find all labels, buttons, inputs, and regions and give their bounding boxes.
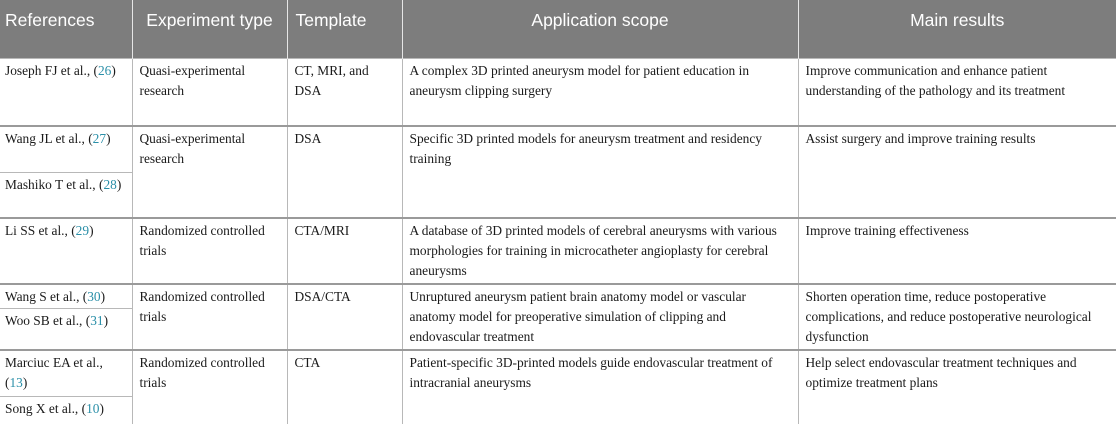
experiment-type-cell: Randomized controlled trials	[132, 350, 287, 424]
table-row	[0, 126, 1116, 172]
table-row	[0, 218, 1116, 284]
header-references: References	[0, 0, 132, 58]
citation-link[interactable]: 27	[92, 131, 107, 146]
reference-cell: Mashiko T et al., (28)	[0, 172, 132, 218]
main-results-cell: Assist surgery and improve training results	[798, 126, 1116, 218]
table-header	[0, 0, 1116, 58]
reference-cell: Wang JL et al., (27)	[0, 126, 132, 172]
application-scope-cell: A database of 3D printed models of cerebral aneurysms with various morphologies for training in microcatheter angioplasty for cerebral aneurysms	[402, 218, 798, 284]
main-results-cell: Improve communication and enhance patient understanding of the pathology and its treatment	[798, 58, 1116, 126]
citation-link[interactable]: 31	[90, 312, 104, 328]
citation-link[interactable]: 13	[9, 375, 23, 390]
experiment-type-cell: Quasi-experimental research	[132, 126, 287, 218]
main-results-cell: Shorten operation time, reduce postoperative complications, and reduce postoperative neurological dysfunction	[798, 284, 1116, 350]
header-experiment-type: Experiment type	[132, 0, 287, 58]
experiment-type-cell: Quasi-experimental research	[132, 58, 287, 126]
experiment-type-cell: Randomized controlled trials	[132, 218, 287, 284]
citation-link[interactable]: 30	[87, 289, 101, 304]
application-scope-cell: Specific 3D printed models for aneurysm treatment and residency training	[402, 126, 798, 218]
application-scope-cell: A complex 3D printed aneurysm model for patient education in aneurysm clipping surgery	[402, 58, 798, 126]
template-cell: DSA/CTA	[287, 284, 402, 350]
table-row	[0, 350, 1116, 396]
table-row	[0, 58, 1116, 126]
citation-link[interactable]: 26	[97, 62, 112, 78]
header-main-results: Main results	[798, 0, 1116, 58]
header-application-scope: Application scope	[402, 0, 798, 58]
application-scope-cell: Patient-specific 3D-printed models guide endovascular treatment of intracranial aneurysms	[402, 350, 798, 424]
reference-cell: Joseph FJ et al., (26)	[0, 58, 132, 126]
main-results-cell: Help select endovascular treatment techniques and optimize treatment plans	[798, 350, 1116, 424]
reference-cell: Li SS et al., (29)	[0, 218, 132, 284]
table-row	[0, 284, 1116, 308]
main-results-cell: Improve training effectiveness	[798, 218, 1116, 284]
application-scope-cell: Unruptured aneurysm patient brain anatomy model or vascular anatomy model for preoperative simulation of clipping and endovascular treatment	[402, 284, 798, 350]
reference-cell: Wang S et al., (30)	[0, 284, 132, 308]
citation-link[interactable]: 10	[86, 400, 100, 416]
citation-link[interactable]: 29	[75, 223, 90, 238]
template-cell: CT, MRI, and DSA	[287, 58, 402, 126]
reference-cell: Woo SB et al., (31)	[0, 308, 132, 350]
citation-link[interactable]: 28	[103, 176, 117, 192]
reference-cell: Marciuc EA et al., (13)	[0, 350, 132, 396]
template-cell: CTA	[287, 350, 402, 424]
reference-cell: Song X et al., (10)	[0, 396, 132, 424]
experiment-type-cell: Randomized controlled trials	[132, 284, 287, 350]
template-cell: DSA	[287, 126, 402, 218]
header-template: Template	[287, 0, 402, 58]
template-cell: CTA/MRI	[287, 218, 402, 284]
